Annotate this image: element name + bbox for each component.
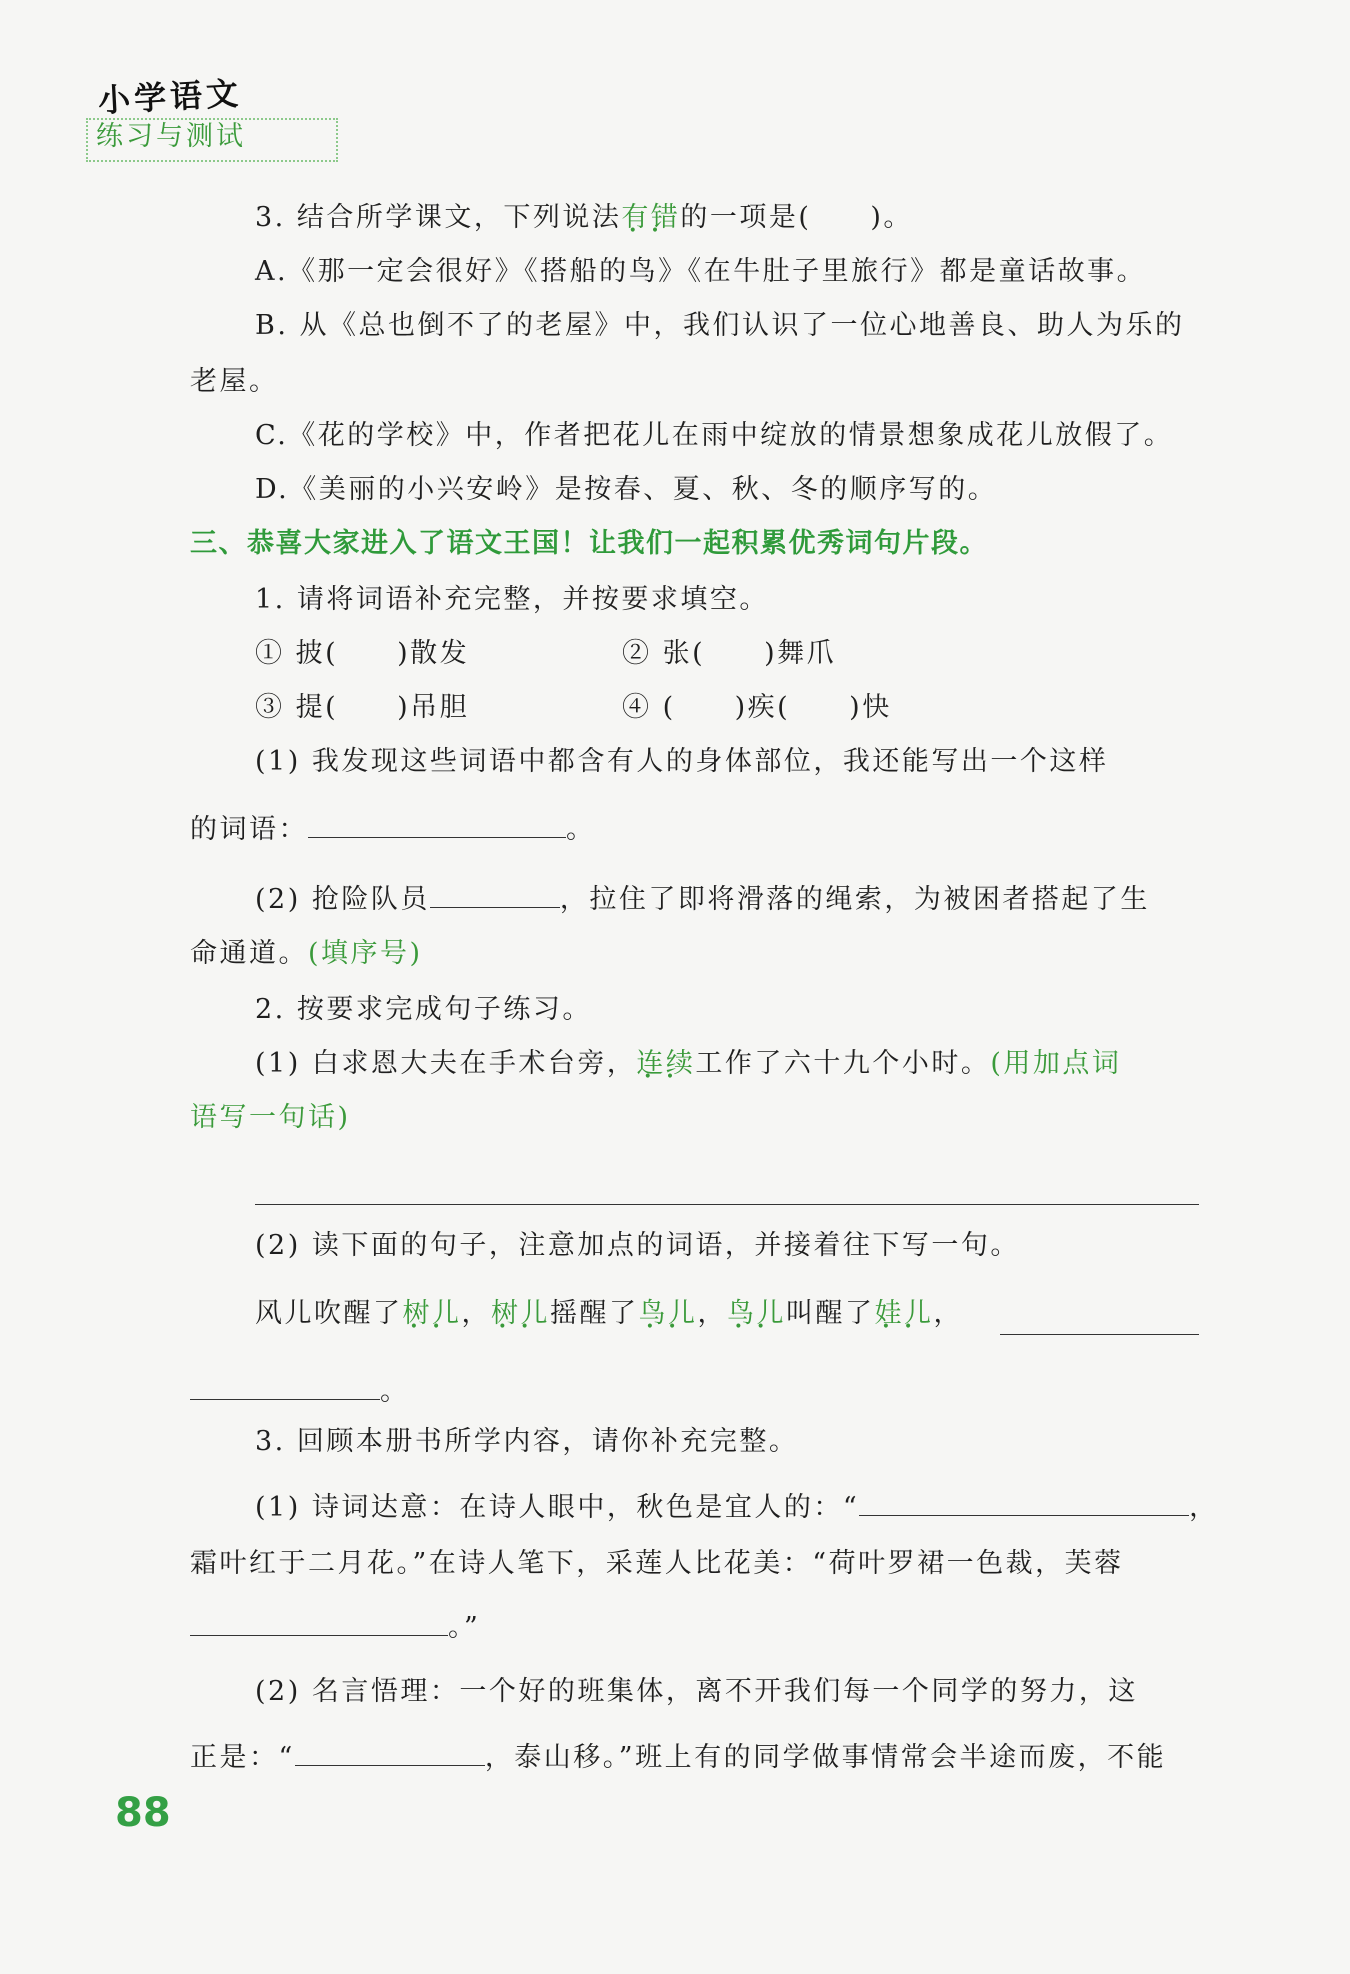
answer-line[interactable] <box>1000 1334 1199 1335</box>
instruction-note-cont: 语写一句话) <box>190 1102 351 1133</box>
emphasis-word: 鸟儿 •• <box>639 1298 698 1329</box>
q3-option-c: C.《花的学校》中，作者把花儿在雨中绽放的情景想象成花儿放假了。 <box>255 420 1174 451</box>
instruction-note: (用加点词 <box>990 1048 1122 1079</box>
q3-option-b-cont: 老屋。 <box>190 366 279 397</box>
idiom-3: ③ 提( )吊胆 <box>255 692 470 723</box>
q3-option-a: A.《那一定会很好》《搭船的鸟》《在牛肚子里旅行》都是童话故事。 <box>255 256 1147 287</box>
s3-part1-end: 。” <box>190 1608 480 1648</box>
page-number: 88 <box>115 1790 171 1836</box>
emphasis-word: 树儿 •• <box>491 1298 550 1329</box>
answer-blank[interactable] <box>430 881 560 908</box>
s1-part1: (1) 我发现这些词语中都含有人的身体部位，我还能写出一个这样 <box>255 746 1109 777</box>
s2-part1: (1) 白求恩大夫在手术台旁，连续 ••工作了六十九个小时。(用加点词 <box>255 1044 1121 1084</box>
emphasis-word: 有错 •• <box>621 202 680 233</box>
instruction-note: (填序号) <box>308 938 423 969</box>
q3-option-d: D.《美丽的小兴安岭》是按春、夏、秋、冬的顺序写的。 <box>255 474 998 505</box>
s3-part2-cont: 正是：“ ，泰山移。”班上有的同学做事情常会半途而废，不能 <box>190 1738 1166 1778</box>
emphasis-word: 树儿 •• <box>403 1298 462 1329</box>
s2-part2: (2) 读下面的句子，注意加点的词语，并接着往下写一句。 <box>255 1230 1020 1261</box>
answer-blank[interactable] <box>190 1373 380 1400</box>
answer-blank[interactable] <box>295 1739 485 1766</box>
s3-stem: 3. 回顾本册书所学内容，请你补充完整。 <box>255 1426 799 1457</box>
idiom-4: ④ ( )疾( )快 <box>622 692 892 723</box>
s1-part1-cont: 的词语： 。 <box>190 810 596 850</box>
emphasis-word: 娃儿 •• <box>875 1298 934 1329</box>
s1-stem: 1. 请将词语补充完整，并按要求填空。 <box>255 584 769 615</box>
section-title: 三、恭喜大家进入了语文王国！让我们一起积累优秀词句片段。 <box>190 528 988 559</box>
idiom-1: ① 披( )散发 <box>255 638 470 669</box>
s2-sentence-cont: 。 <box>190 1372 410 1412</box>
answer-line[interactable] <box>255 1204 1199 1205</box>
s3-part1: (1) 诗词达意：在诗人眼中，秋色是宜人的：“ ， <box>255 1488 1219 1528</box>
answer-blank[interactable] <box>308 811 566 838</box>
answer-blank[interactable] <box>859 1489 1189 1516</box>
s3-part2: (2) 名言悟理：一个好的班集体，离不开我们每一个同学的努力，这 <box>255 1676 1138 1707</box>
s3-part1-cont: 霜叶红于二月花。”在诗人笔下，采莲人比花美：“荷叶罗裙一色裁，芙蓉 <box>190 1548 1124 1579</box>
s1-part2: (2) 抢险队员 ，拉住了即将滑落的绳索，为被困者搭起了生 <box>255 880 1150 920</box>
s2-sentence: 风儿吹醒了树儿 ••，树儿 ••摇醒了鸟儿 ••，鸟儿 ••叫醒了娃儿 ••， <box>255 1294 963 1334</box>
book-subtitle: 练习与测试 <box>96 121 246 152</box>
book-title: 小学语文 <box>97 74 244 120</box>
idiom-2: ② 张( )舞爪 <box>622 638 837 669</box>
s2-stem: 2. 按要求完成句子练习。 <box>255 994 592 1025</box>
s1-part2-cont: 命通道。(填序号) <box>190 938 423 969</box>
emphasis-word: 连续 •• <box>636 1048 695 1079</box>
q3-option-b: B. 从《总也倒不了的老屋》中，我们认识了一位心地善良、助人为乐的 <box>255 310 1185 341</box>
answer-blank[interactable] <box>190 1609 448 1636</box>
q3-stem: 3. 结合所学课文，下列说法有错 ••的一项是( )。 <box>255 198 913 238</box>
emphasis-word: 鸟儿 •• <box>727 1298 786 1329</box>
